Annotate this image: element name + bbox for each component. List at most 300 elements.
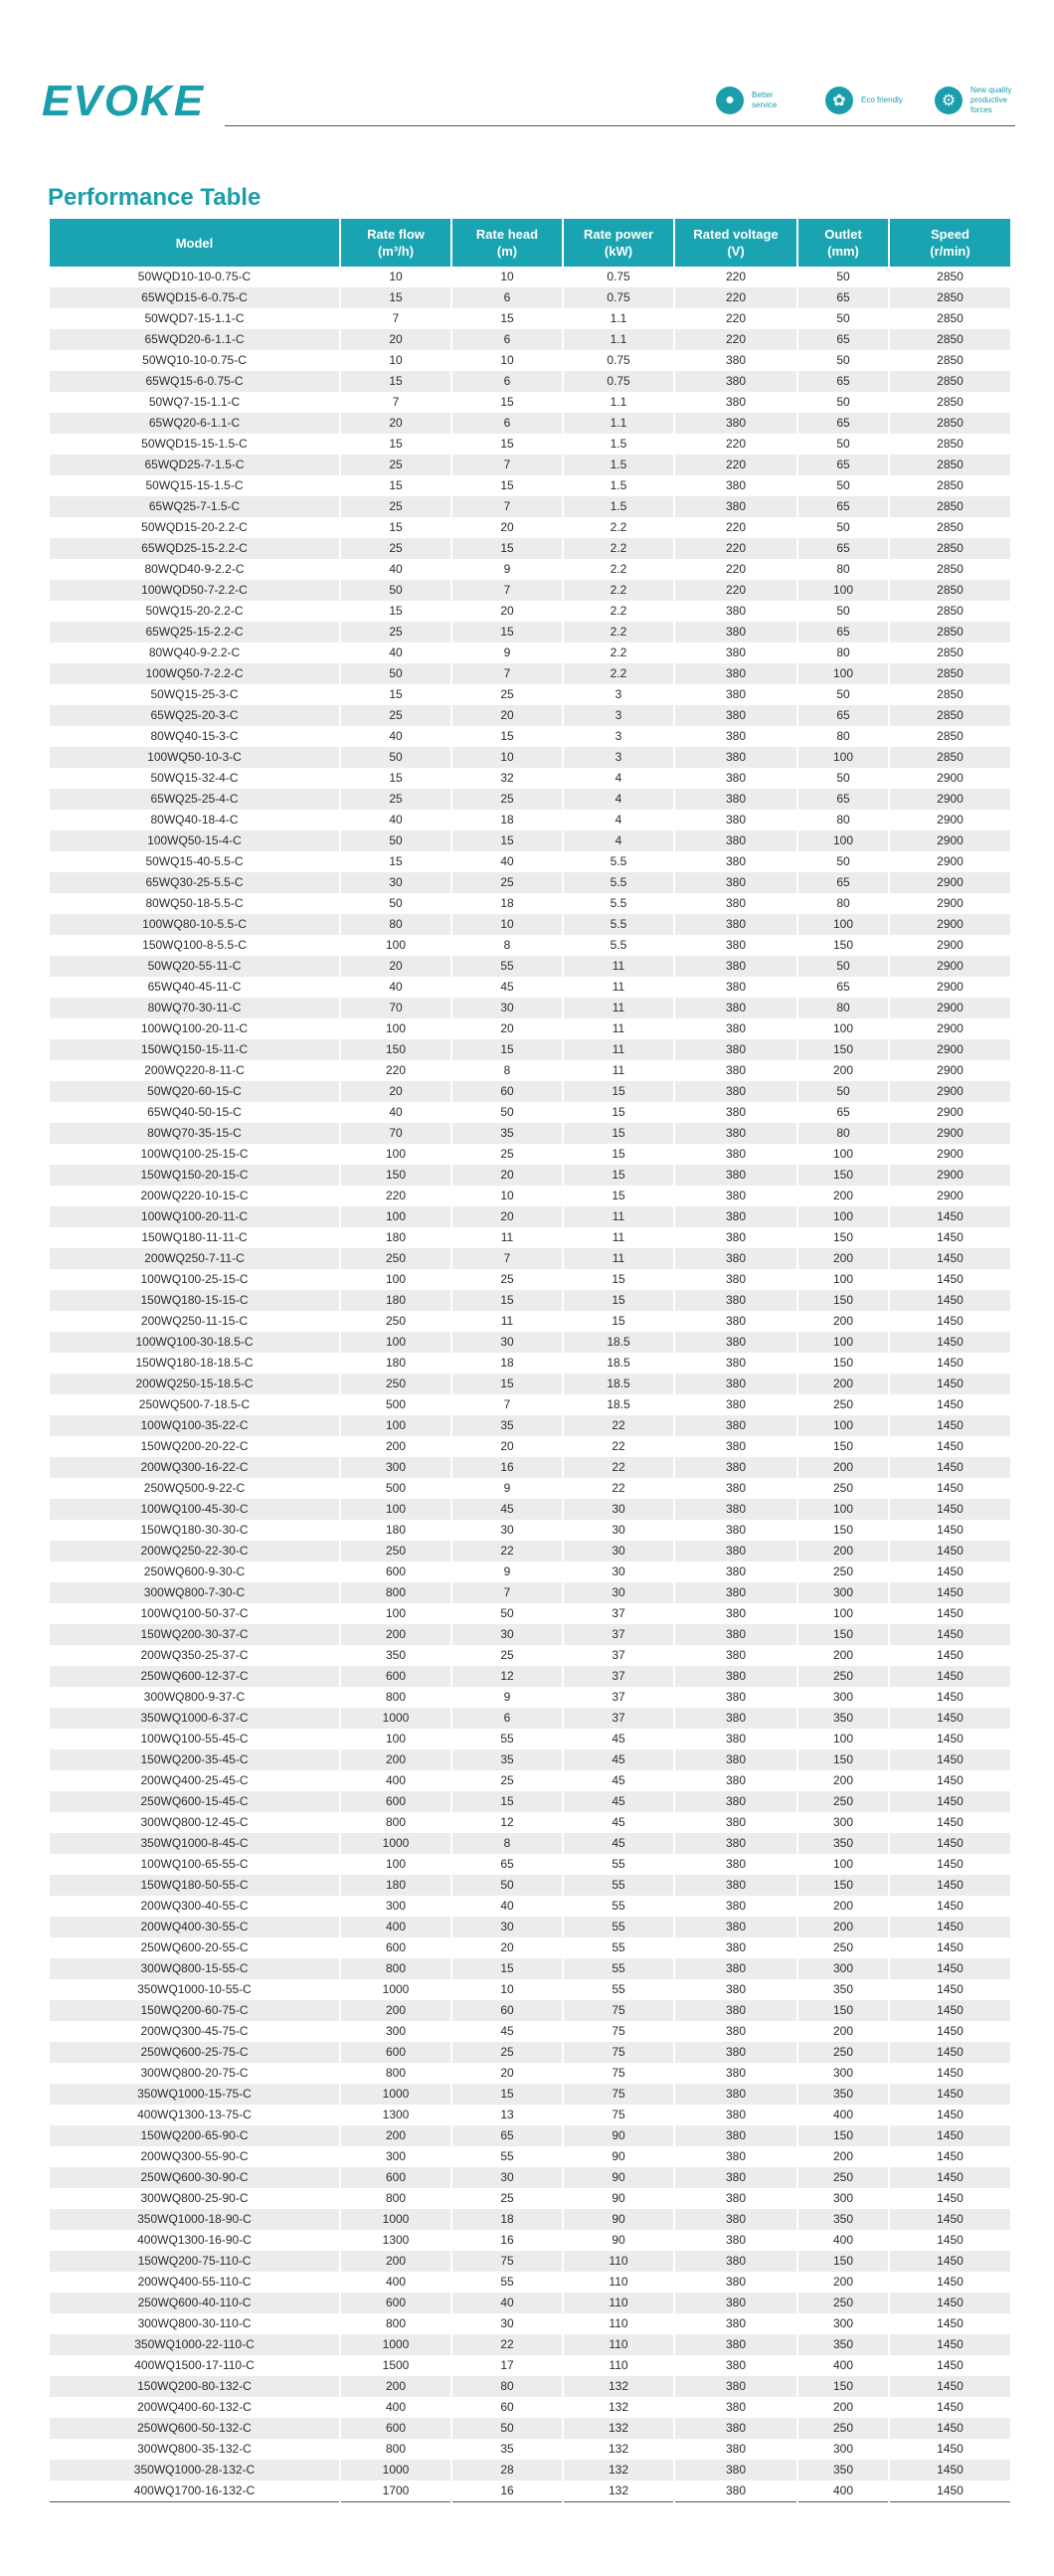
- cell-rate-power: 3: [563, 726, 674, 747]
- cell-outlet: 65: [797, 538, 889, 559]
- column-header-label: Rate flow: [367, 227, 425, 242]
- column-header-rate-head: [451, 219, 563, 267]
- cell-outlet: 150: [797, 1875, 889, 1896]
- table-row: [50, 1708, 1010, 1729]
- cell-rate-head: 13: [451, 2105, 563, 2125]
- column-header-speed: [889, 219, 1010, 267]
- cell-rate-head: 25: [451, 684, 563, 705]
- table-row: [50, 2125, 1010, 2146]
- cell-rate-head: 7: [451, 1248, 563, 1269]
- cell-rate-power: 90: [563, 2167, 674, 2188]
- cell-rate-power: 1.5: [563, 496, 674, 517]
- badge-label: Better service: [752, 91, 778, 109]
- cell-rate-power: 1.1: [563, 392, 674, 413]
- cell-rate-head: 50: [451, 1102, 563, 1123]
- cell-outlet: 150: [797, 2376, 889, 2397]
- cell-rate-power: 0.75: [563, 350, 674, 371]
- table-row: [50, 1123, 1010, 1144]
- cell-rate-flow: 800: [340, 1958, 451, 1979]
- table-row: [50, 1791, 1010, 1812]
- table-row: [50, 2481, 1010, 2502]
- table-row: [50, 455, 1010, 475]
- cell-speed: 1450: [937, 1272, 964, 1286]
- cell-rated-voltage: 380: [674, 2021, 797, 2042]
- cell-rate-power: 110: [563, 2293, 674, 2313]
- cell-rate-power: 132: [563, 2397, 674, 2418]
- cell-rate-head: 45: [451, 2021, 563, 2042]
- table-row: [50, 1165, 1010, 1186]
- cell-rate-flow: 800: [340, 1687, 451, 1708]
- cell-rated-voltage: 380: [674, 2188, 797, 2209]
- cell-outlet: 200: [797, 1645, 889, 1666]
- cell-rate-flow: 15: [340, 851, 451, 872]
- cell-rate-flow: 100: [340, 1603, 451, 1624]
- table-row: [50, 601, 1010, 622]
- cell-rate-head: 18: [451, 2209, 563, 2230]
- cell-rate-power: 132: [563, 2481, 674, 2502]
- cell-speed: 1450: [937, 1899, 964, 1913]
- cell-speed: 1450: [889, 1624, 1010, 1645]
- cell-rate-power: 15: [563, 1081, 674, 1102]
- cell-outlet: 50: [797, 350, 889, 371]
- cell-model: 65WQ25-7-1.5-C: [50, 496, 340, 517]
- cell-rate-head: 18: [451, 893, 563, 914]
- cell-outlet: 200: [797, 1457, 889, 1478]
- table-row: [50, 1039, 1010, 1060]
- cell-model: 100WQ100-50-37-C: [50, 1603, 340, 1624]
- cell-rated-voltage: 380: [674, 1123, 797, 1144]
- cell-outlet: 250: [797, 2293, 889, 2313]
- table-row: [50, 1311, 1010, 1332]
- cell-rate-power: 3: [563, 684, 674, 705]
- cell-rate-head: 65: [451, 2125, 563, 2146]
- cell-rated-voltage: 380: [674, 1165, 797, 1186]
- cell-rate-head: 22: [451, 1541, 563, 1562]
- table-row: [50, 1854, 1010, 1875]
- cell-rated-voltage: 220: [674, 559, 797, 580]
- cell-rate-head: 40: [451, 1896, 563, 1917]
- cell-speed: 1450: [937, 1857, 964, 1871]
- cell-model: 150WQ200-30-37-C: [50, 1624, 340, 1645]
- table-row: [50, 517, 1010, 538]
- table-row: [50, 684, 1010, 705]
- cell-model: 50WQD7-15-1.1-C: [50, 308, 340, 329]
- cell-speed: 1450: [889, 1374, 1010, 1394]
- cell-rate-flow: 15: [340, 517, 451, 538]
- cell-outlet: 250: [797, 1562, 889, 1582]
- cell-rated-voltage: 380: [674, 1541, 797, 1562]
- cell-rated-voltage: 380: [674, 1624, 797, 1645]
- cell-outlet: 50: [797, 308, 889, 329]
- cell-rate-head: 25: [451, 1770, 563, 1791]
- cell-outlet: 200: [797, 1060, 889, 1081]
- table-row: [50, 496, 1010, 517]
- cell-model: 150WQ180-30-30-C: [50, 1520, 340, 1541]
- table-row: [50, 2251, 1010, 2272]
- table-row: [50, 329, 1010, 350]
- cell-rated-voltage: 380: [674, 1436, 797, 1457]
- cell-rate-flow: 25: [340, 538, 451, 559]
- table-row: [50, 956, 1010, 977]
- cell-rated-voltage: 380: [674, 1645, 797, 1666]
- cell-rate-head: 20: [451, 1436, 563, 1457]
- table-row: [50, 893, 1010, 914]
- cell-rate-power: 5.5: [563, 872, 674, 893]
- table-row: [50, 747, 1010, 768]
- table-row: [50, 622, 1010, 643]
- cell-rate-head: 30: [451, 2313, 563, 2334]
- cell-speed: 1450: [937, 1815, 964, 1829]
- cell-rate-power: 45: [563, 1749, 674, 1770]
- cell-model: 300WQ800-12-45-C: [50, 1812, 340, 1833]
- cell-model: 300WQ800-35-132-C: [50, 2439, 340, 2460]
- cell-speed: 1450: [889, 1749, 1010, 1770]
- cell-rate-flow: 200: [340, 2251, 451, 2272]
- cell-speed: 1450: [889, 1248, 1010, 1269]
- cell-outlet: 200: [797, 1770, 889, 1791]
- cell-rate-head: 60: [451, 2000, 563, 2021]
- cell-rated-voltage: 380: [674, 1770, 797, 1791]
- table-row: [50, 1645, 1010, 1666]
- cell-rate-head: 8: [451, 1833, 563, 1854]
- cell-model: 100WQ50-7-2.2-C: [50, 663, 340, 684]
- header-divider: [225, 125, 1015, 126]
- badge-eco-friendly: [825, 86, 909, 115]
- cell-rate-head: 60: [451, 2397, 563, 2418]
- cell-rate-flow: 25: [340, 455, 451, 475]
- cell-model: 150WQ100-8-5.5-C: [50, 935, 340, 956]
- cell-rate-flow: 50: [340, 580, 451, 601]
- cell-rate-flow: 200: [340, 2125, 451, 2146]
- cell-rate-power: 11: [563, 1018, 674, 1039]
- cell-rate-head: 40: [451, 851, 563, 872]
- brand-logo: EVOKE: [42, 77, 206, 125]
- cell-rated-voltage: 380: [674, 2146, 797, 2167]
- cell-rate-head: 9: [451, 1687, 563, 1708]
- cell-outlet: 50: [797, 684, 889, 705]
- cell-rate-head: 15: [451, 308, 563, 329]
- cell-rate-head: 12: [451, 1812, 563, 1833]
- cell-rated-voltage: 380: [674, 768, 797, 789]
- cell-outlet: 100: [797, 1018, 889, 1039]
- cell-rate-power: 55: [563, 1917, 674, 1937]
- table-row: [50, 1081, 1010, 1102]
- cell-rate-flow: 15: [340, 601, 451, 622]
- cell-outlet: 100: [797, 1603, 889, 1624]
- cell-rate-head: 20: [451, 705, 563, 726]
- cell-speed: 1450: [937, 1523, 964, 1537]
- cell-rate-power: 30: [563, 1520, 674, 1541]
- cell-rated-voltage: 380: [674, 643, 797, 663]
- cell-model: 100WQD50-7-2.2-C: [50, 580, 340, 601]
- cell-rated-voltage: 380: [674, 935, 797, 956]
- cell-outlet: 350: [797, 2334, 889, 2355]
- cell-speed: 2850: [889, 538, 1010, 559]
- cell-rated-voltage: 380: [674, 1520, 797, 1541]
- cell-speed: 1450: [937, 2108, 964, 2121]
- cell-rated-voltage: 380: [674, 1562, 797, 1582]
- cell-speed: 2900: [889, 956, 1010, 977]
- table-row: [50, 1582, 1010, 1603]
- cell-rate-power: 11: [563, 998, 674, 1018]
- cell-rate-flow: 200: [340, 2376, 451, 2397]
- cell-rate-flow: 300: [340, 2146, 451, 2167]
- cell-rated-voltage: 380: [674, 1896, 797, 1917]
- table-row: [50, 2376, 1010, 2397]
- cell-rate-head: 50: [451, 2418, 563, 2439]
- table-row: [50, 1478, 1010, 1499]
- cell-outlet: 400: [797, 2105, 889, 2125]
- cell-rate-power: 30: [563, 1499, 674, 1520]
- cell-rate-power: 45: [563, 1729, 674, 1749]
- cell-rate-head: 32: [451, 768, 563, 789]
- cell-model: 65WQ40-50-15-C: [50, 1102, 340, 1123]
- cell-model: 250WQ600-15-45-C: [50, 1791, 340, 1812]
- cell-rate-head: 30: [451, 2167, 563, 2188]
- cell-rate-flow: 180: [340, 1353, 451, 1374]
- table-row: [50, 1624, 1010, 1645]
- table-row: [50, 935, 1010, 956]
- table-row: [50, 789, 1010, 810]
- cell-outlet: 100: [797, 1332, 889, 1353]
- cell-outlet: 80: [797, 559, 889, 580]
- cell-rated-voltage: 380: [674, 2376, 797, 2397]
- cell-rate-power: 45: [563, 1770, 674, 1791]
- cell-rated-voltage: 380: [674, 1018, 797, 1039]
- cell-model: 80WQ40-15-3-C: [50, 726, 340, 747]
- column-header-unit: (m): [496, 244, 518, 259]
- cell-rate-head: 22: [451, 2334, 563, 2355]
- table-row: [50, 1394, 1010, 1415]
- cell-rate-head: 8: [451, 1060, 563, 1081]
- cell-rate-power: 75: [563, 2084, 674, 2105]
- cell-outlet: 100: [797, 1144, 889, 1165]
- cell-rate-power: 5.5: [563, 914, 674, 935]
- table-row: [50, 2084, 1010, 2105]
- table-row: [50, 1018, 1010, 1039]
- cell-rate-power: 15: [563, 1144, 674, 1165]
- cell-speed: 1450: [889, 1457, 1010, 1478]
- cell-model: 200WQ250-7-11-C: [50, 1248, 340, 1269]
- cell-speed: 1450: [937, 1690, 964, 1704]
- cell-rate-power: 11: [563, 977, 674, 998]
- cell-outlet: 80: [797, 643, 889, 663]
- cell-outlet: 250: [797, 1937, 889, 1958]
- column-header-rated-voltage: [674, 219, 797, 267]
- table-row: [50, 2230, 1010, 2251]
- cell-rated-voltage: 380: [674, 977, 797, 998]
- cell-rate-head: 18: [451, 1353, 563, 1374]
- cell-outlet: 50: [797, 267, 889, 287]
- cell-rate-flow: 1000: [340, 2460, 451, 2481]
- cell-model: 50WQ15-25-3-C: [50, 684, 340, 705]
- cell-rate-power: 0.75: [563, 267, 674, 287]
- cell-rate-head: 10: [451, 1186, 563, 1206]
- cell-rate-power: 4: [563, 830, 674, 851]
- cell-outlet: 150: [797, 1039, 889, 1060]
- cell-rate-head: 9: [451, 1562, 563, 1582]
- cell-rated-voltage: 380: [674, 1958, 797, 1979]
- cell-rate-flow: 15: [340, 434, 451, 455]
- cell-rate-flow: 100: [340, 1729, 451, 1749]
- cell-model: 65WQ40-45-11-C: [50, 977, 340, 998]
- cell-rate-head: 30: [451, 1520, 563, 1541]
- cell-model: 350WQ1000-15-75-C: [50, 2084, 340, 2105]
- cell-rate-power: 0.75: [563, 287, 674, 308]
- cell-speed: 1450: [889, 1499, 1010, 1520]
- cell-outlet: 400: [797, 2355, 889, 2376]
- table-row: [50, 1269, 1010, 1290]
- cell-rate-flow: 1000: [340, 2334, 451, 2355]
- cell-rate-flow: 400: [340, 2272, 451, 2293]
- cell-speed: 2850: [889, 287, 1010, 308]
- cell-rate-flow: 30: [340, 872, 451, 893]
- cell-rate-head: 6: [451, 329, 563, 350]
- table-row: [50, 1812, 1010, 1833]
- cell-speed: 2900: [937, 813, 964, 827]
- cell-rate-flow: 250: [340, 1541, 451, 1562]
- cell-rated-voltage: 380: [674, 1186, 797, 1206]
- cell-rate-flow: 250: [340, 1311, 451, 1332]
- cell-rate-flow: 25: [340, 789, 451, 810]
- cell-model: 250WQ500-9-22-C: [50, 1478, 340, 1499]
- cell-outlet: 250: [797, 2167, 889, 2188]
- cell-rate-power: 11: [563, 1206, 674, 1227]
- cell-speed: 1450: [889, 1290, 1010, 1311]
- cell-speed: 2900: [889, 1039, 1010, 1060]
- cell-rate-power: 11: [563, 1248, 674, 1269]
- cell-rate-power: 22: [563, 1457, 674, 1478]
- table-row: [50, 914, 1010, 935]
- cell-model: 100WQ100-45-30-C: [50, 1499, 340, 1520]
- cell-rated-voltage: 380: [674, 413, 797, 434]
- cell-rated-voltage: 380: [674, 371, 797, 392]
- table-row: [50, 663, 1010, 684]
- cell-rated-voltage: 380: [674, 684, 797, 705]
- cell-rate-head: 35: [451, 1415, 563, 1436]
- cell-outlet: 150: [797, 1436, 889, 1457]
- cell-rate-power: 2.2: [563, 580, 674, 601]
- cell-speed: 1450: [937, 1439, 964, 1453]
- cell-speed: 2850: [889, 747, 1010, 768]
- cell-speed: 1450: [937, 1564, 964, 1578]
- cell-model: 200WQ300-40-55-C: [50, 1896, 340, 1917]
- cell-rate-head: 20: [451, 1018, 563, 1039]
- cell-rate-power: 15: [563, 1311, 674, 1332]
- cell-rated-voltage: 380: [674, 1332, 797, 1353]
- cell-outlet: 100: [797, 747, 889, 768]
- cell-speed: 1450: [889, 2125, 1010, 2146]
- cell-model: 50WQ15-20-2.2-C: [50, 601, 340, 622]
- cell-model: 400WQ1500-17-110-C: [50, 2355, 340, 2376]
- table-row: [50, 2313, 1010, 2334]
- cell-speed: 2850: [889, 663, 1010, 684]
- cell-rate-flow: 15: [340, 684, 451, 705]
- cell-rate-flow: 40: [340, 726, 451, 747]
- cell-rate-power: 30: [563, 1582, 674, 1603]
- table-row: [50, 1603, 1010, 1624]
- cell-speed: 1450: [889, 2167, 1010, 2188]
- table-row: [50, 2272, 1010, 2293]
- cell-rate-power: 3: [563, 747, 674, 768]
- cell-rate-head: 15: [451, 830, 563, 851]
- cell-rated-voltage: 380: [674, 2230, 797, 2251]
- cell-rate-flow: 25: [340, 705, 451, 726]
- cell-model: 200WQ250-11-15-C: [50, 1311, 340, 1332]
- cell-rate-power: 45: [563, 1812, 674, 1833]
- cell-rate-power: 1.5: [563, 434, 674, 455]
- cell-rate-head: 55: [451, 1729, 563, 1749]
- table-row: [50, 1937, 1010, 1958]
- cell-rate-flow: 800: [340, 2188, 451, 2209]
- table-row: [50, 2021, 1010, 2042]
- column-header-label: Outlet: [824, 227, 862, 242]
- cell-speed: 1450: [889, 2376, 1010, 2397]
- cell-model: 100WQ50-15-4-C: [50, 830, 340, 851]
- column-header-unit: (r/min): [930, 244, 970, 259]
- cell-outlet: 200: [797, 1917, 889, 1937]
- cell-rate-flow: 200: [340, 1436, 451, 1457]
- cell-outlet: 100: [797, 830, 889, 851]
- cell-rate-head: 35: [451, 2439, 563, 2460]
- table-row: [50, 1186, 1010, 1206]
- cell-rated-voltage: 380: [674, 1666, 797, 1687]
- cell-outlet: 250: [797, 1666, 889, 1687]
- cell-rate-power: 15: [563, 1123, 674, 1144]
- cell-rate-power: 37: [563, 1687, 674, 1708]
- cell-rate-power: 110: [563, 2251, 674, 2272]
- cell-rated-voltage: 380: [674, 1144, 797, 1165]
- cell-rate-flow: 300: [340, 2021, 451, 2042]
- cell-rate-power: 37: [563, 1645, 674, 1666]
- cell-rated-voltage: 220: [674, 580, 797, 601]
- cell-speed: 2850: [937, 478, 964, 492]
- cell-model: 200WQ300-16-22-C: [50, 1457, 340, 1478]
- cell-outlet: 400: [797, 2230, 889, 2251]
- cell-rate-power: 11: [563, 1227, 674, 1248]
- cell-outlet: 100: [797, 1729, 889, 1749]
- cell-model: 100WQ80-10-5.5-C: [50, 914, 340, 935]
- cell-rate-head: 60: [451, 1081, 563, 1102]
- cell-rate-power: 132: [563, 2460, 674, 2481]
- cell-speed: 2900: [889, 1123, 1010, 1144]
- cell-outlet: 65: [797, 496, 889, 517]
- cell-rate-head: 16: [451, 2481, 563, 2502]
- cell-rate-power: 75: [563, 2105, 674, 2125]
- table-row: [50, 434, 1010, 455]
- cell-rated-voltage: 380: [674, 1582, 797, 1603]
- cell-model: 150WQ200-65-90-C: [50, 2125, 340, 2146]
- cell-outlet: 150: [797, 1353, 889, 1374]
- cell-outlet: 50: [797, 956, 889, 977]
- table-header: [50, 219, 1010, 267]
- cell-rate-flow: 1700: [340, 2481, 451, 2502]
- cell-rate-flow: 400: [340, 1917, 451, 1937]
- cell-model: 300WQ800-25-90-C: [50, 2188, 340, 2209]
- cell-model: 65WQ30-25-5.5-C: [50, 872, 340, 893]
- cell-rate-power: 110: [563, 2313, 674, 2334]
- badge-label: Eco friendly: [861, 95, 903, 104]
- cell-outlet: 65: [797, 329, 889, 350]
- cell-outlet: 50: [797, 1081, 889, 1102]
- cell-model: 65WQ20-6-1.1-C: [50, 413, 340, 434]
- cell-model: 150WQ180-15-15-C: [50, 1290, 340, 1311]
- cell-model: 200WQ400-55-110-C: [50, 2272, 340, 2293]
- cell-rate-power: 18.5: [563, 1332, 674, 1353]
- cell-rate-flow: 1000: [340, 2084, 451, 2105]
- cell-rate-flow: 100: [340, 1018, 451, 1039]
- table-row: [50, 705, 1010, 726]
